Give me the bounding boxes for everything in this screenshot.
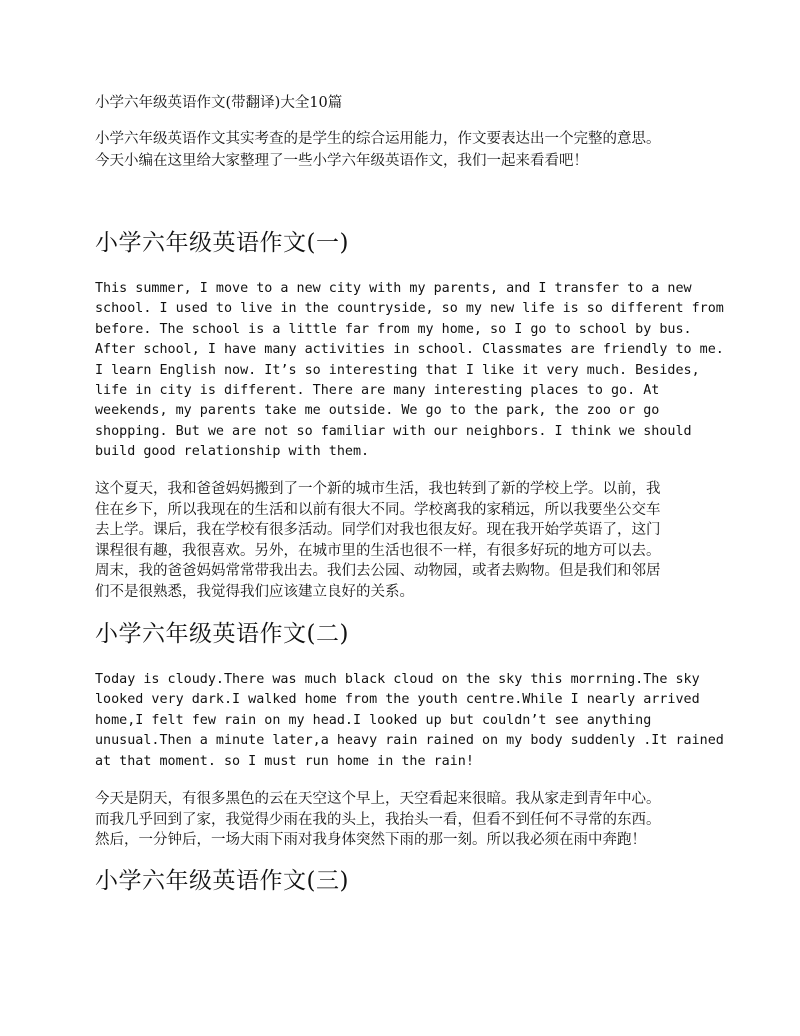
section-heading: 小学六年级英语作文(二) xyxy=(95,621,349,647)
intro-paragraph xyxy=(95,128,710,172)
english-line: I learn English now. It’s so interesting that I like it very much. Besides, xyxy=(95,362,700,378)
english-line: home,I felt few rain on my head.I looked up but couldn’t see anything xyxy=(95,712,652,728)
english-line: build good relationship with them. xyxy=(95,444,370,460)
english-line: school. I used to live in the countryside, so my new life is so different from xyxy=(95,301,724,317)
chinese-line: 周末，我的爸爸妈妈常常带我出去。我们去公园、动物园，或者去购物。但是我们和邻居 xyxy=(95,563,661,579)
section-heading: 小学六年级英语作文(一) xyxy=(95,230,349,256)
english-line: before. The school is a little far from my home, so I go to school by bus. xyxy=(95,321,692,337)
chinese-line: 这个夏天，我和爸爸妈妈搬到了一个新的城市生活，我也转到了新的学校上学。以前，我 xyxy=(95,481,661,497)
intro-line: 小学六年级英语作文其实考查的是学生的综合运用能力，作文要表达出一个完整的意思。 xyxy=(95,131,661,147)
chinese-line: 去上学。课后，我在学校有很多活动。同学们对我也很友好。现在我开始学英语了，这门 xyxy=(95,522,661,538)
chinese-line: 而我几乎回到了家，我觉得少雨在我的头上，我抬头一看，但看不到任何不寻常的东西。 xyxy=(95,811,661,828)
english-line: Today is cloudy.There was much black cloud on the sky this morrning.The sky xyxy=(95,672,700,687)
english-line: looked very dark.I walked home from the youth centre.While I nearly arrived xyxy=(95,692,700,708)
chinese-line: 住在乡下，所以我现在的生活和以前有很大不同。学校离我的家稍远，所以我要坐公交车 xyxy=(95,501,661,518)
chinese-line: 今天是阴天，有很多黑色的云在天空这个早上，天空看起来很暗。我从家走到青年中心。 xyxy=(95,791,661,807)
english-line: unusual.Then a minute later,a heavy rain rained on my body suddenly .It rained xyxy=(95,733,724,749)
document-title: 小学六年级英语作文(带翻译)大全10篇 xyxy=(95,95,343,111)
english-essay xyxy=(95,279,724,463)
chinese-line: 课程很有趣，我很喜欢。另外，在城市里的生活也很不一样，有很多好玩的地方可以去。 xyxy=(95,542,661,559)
english-line: This summer, I move to a new city with my parents, and I transfer to a new xyxy=(95,281,692,296)
chinese-translation xyxy=(95,479,710,602)
chinese-line: 然后，一分钟后，一场大雨下雨对我身体突然下雨的那一刻。所以我必须在雨中奔跑！ xyxy=(95,832,646,848)
section-heading: 小学六年级英语作文(三) xyxy=(95,868,349,894)
english-line: shopping. But we are not so familiar with our neighbors. I think we should xyxy=(95,423,692,439)
chinese-line: 们不是很熟悉，我觉得我们应该建立良好的关系。 xyxy=(95,583,414,600)
chinese-translation xyxy=(95,789,710,851)
english-line: After school, I have many activities in school. Classmates are friendly to me. xyxy=(95,342,724,358)
intro-line: 今天小编在这里给大家整理了一些小学六年级英语作文，我们一起来看看吧！ xyxy=(95,153,588,169)
english-essay xyxy=(95,670,724,772)
english-line: at that moment. so I must run home in the rain! xyxy=(95,753,474,769)
english-line: life in city is different. There are many interesting places to go. At xyxy=(95,383,660,399)
english-line: weekends, my parents take me outside. We go to the park, the zoo or go xyxy=(95,403,660,419)
